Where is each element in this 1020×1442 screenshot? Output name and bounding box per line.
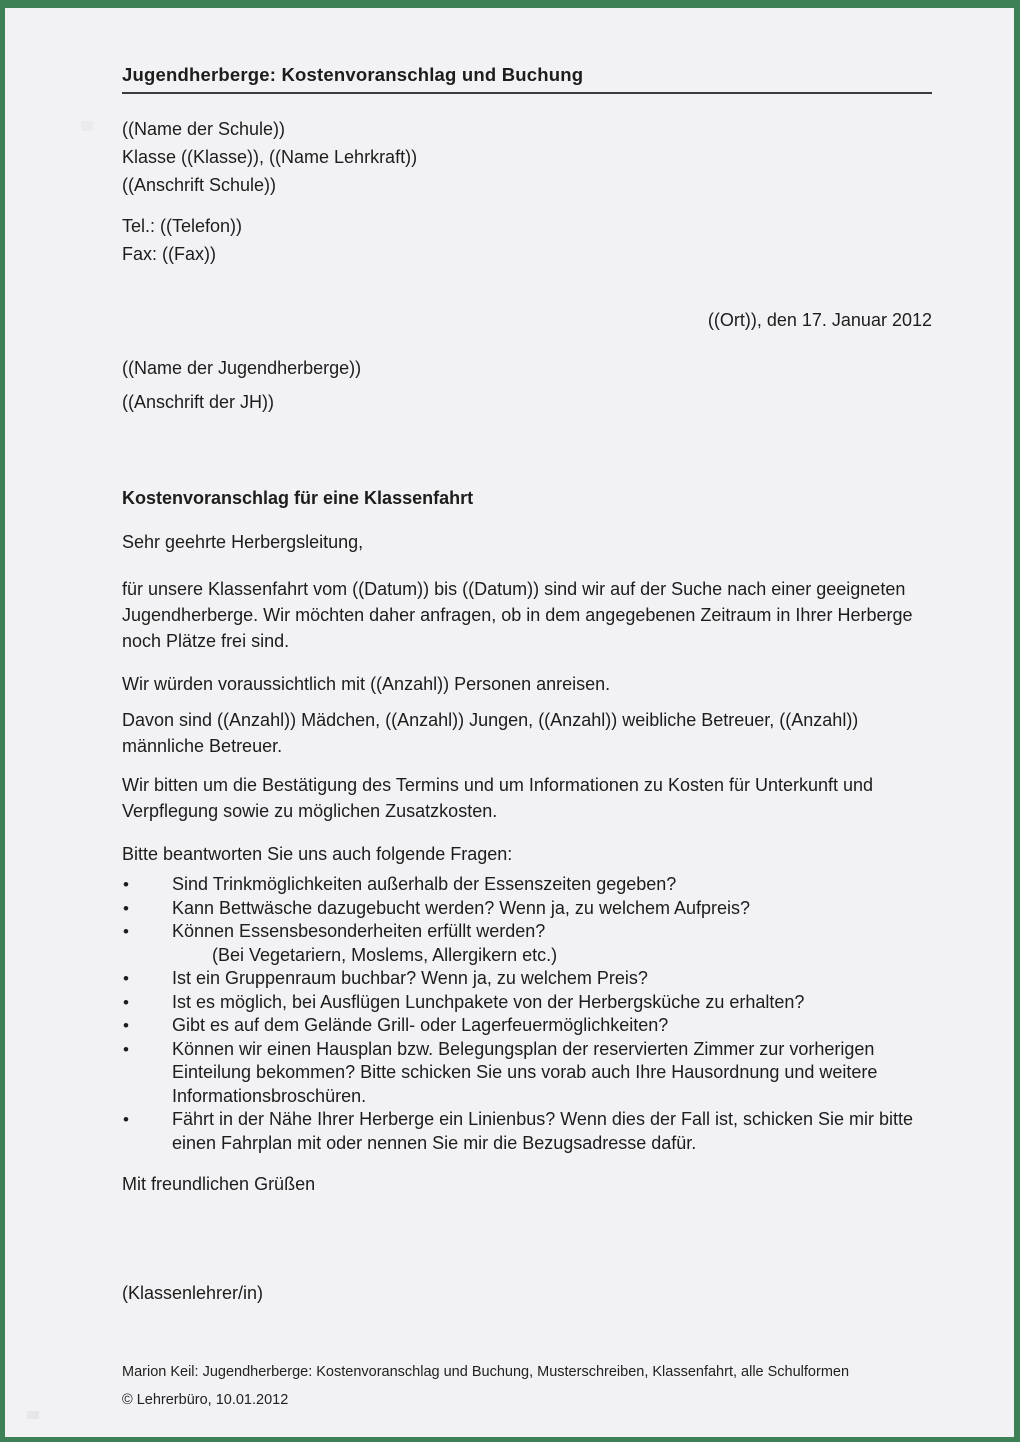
bullet-text: Fährt in der Nähe Ihrer Herberge ein Linienbus? Wenn dies der Fall ist, schicken Sie mir bitte einen Fahrplan mit oder nennen Sie mir die Bezugsadresse dafür. <box>172 1109 914 1153</box>
paragraph-person-count: Wir würden voraussichtlich mit ((Anzahl)) Personen anreisen. <box>122 674 611 694</box>
bullet-text: Ist ein Gruppenraum buchbar? Wenn ja, zu welchem Preis? <box>172 968 648 988</box>
bullet-dot-icon: • <box>123 922 129 941</box>
contact-line-fax: Fax: ((Fax)) <box>122 244 216 264</box>
scan-artifact <box>27 1411 39 1419</box>
contact-block <box>122 212 932 268</box>
bullet-text: Kann Bettwäsche dazugebucht werden? Wenn ja, zu welchem Aufpreis? <box>172 897 751 918</box>
letter-body <box>122 8 932 1306</box>
paragraph-trip-request: für unsere Klassenfahrt vom ((Datum)) bis ((Datum)) sind wir auf der Suche nach einer geeigneten Jugendherberge. Wir möchten daher anfragen, ob in dem angegebenen Zeitraum in Ihrer Herberge noch Plätze frei sind. <box>122 579 913 651</box>
bullet-item-food-requirements <box>122 920 932 967</box>
closing-line: Mit freundlichen Grüßen <box>122 1174 316 1194</box>
date-line: ((Ort)), den 17. Januar 2012 <box>707 310 932 330</box>
bullet-dot-icon: • <box>123 1016 129 1035</box>
bullet-item-grill-campfire <box>122 1014 932 1038</box>
sender-line-school-name: ((Name der Schule)) <box>122 119 286 139</box>
sender-block <box>122 115 932 199</box>
bullet-item-lunch-packets <box>122 991 932 1015</box>
scan-artifact <box>81 121 93 131</box>
recipient-address: ((Anschrift der JH)) <box>122 392 275 412</box>
bullet-dot-icon: • <box>123 969 129 988</box>
bullet-note: (Bei Vegetariern, Moslems, Allergikern etc.) <box>212 944 558 965</box>
bullet-text: Können wir einen Hausplan bzw. Belegungsplan der reservierten Zimmer zur vorherigen Einteilung bekommen? Bitte schicken Sie uns vorab auch Ihre Hausordnung und weitere Informationsbroschüren. <box>172 1038 878 1106</box>
paragraph-confirmation-request: Wir bitten um die Bestätigung des Termins und um Informationen zu Kosten für Unterkunft und Verpflegung sowie zu möglichen Zusatzkosten. <box>122 775 874 821</box>
bullet-text: Ist es möglich, bei Ausflügen Lunchpakete von der Herbergsküche zu erhalten? <box>172 991 805 1012</box>
recipient-name: ((Name der Jugendherberge)) <box>122 358 362 378</box>
bullet-item-bus-schedule <box>122 1108 932 1155</box>
bullet-dot-icon: • <box>123 875 129 894</box>
page-footer <box>122 1358 952 1414</box>
sender-line-school-address: ((Anschrift Schule)) <box>122 175 277 195</box>
bullet-text: Können Essensbesonderheiten erfüllt werden? <box>172 921 546 941</box>
signature-line: (Klassenlehrer/in) <box>122 1283 264 1303</box>
bullet-text: Sind Trinkmöglichkeiten außerhalb der Essenszeiten gegeben? <box>172 874 677 894</box>
footer-credit-line: Marion Keil: Jugendherberge: Kostenvoranschlag und Buchung, Musterschreiben, Klassenfahrt, alle Schulformen <box>122 1364 850 1380</box>
subject-line: Kostenvoranschlag für eine Klassenfahrt <box>122 488 474 508</box>
paragraph-questions-intro: Bitte beantworten Sie uns auch folgende Fragen: <box>122 844 513 864</box>
salutation: Sehr geehrte Herbergsleitung, <box>122 532 364 552</box>
bullet-dot-icon: • <box>123 898 129 918</box>
bullet-dot-icon: • <box>123 1039 129 1059</box>
bullet-dot-icon: • <box>123 992 129 1012</box>
bullet-text: Gibt es auf dem Gelände Grill- oder Lagerfeuermöglichkeiten? <box>172 1015 669 1035</box>
bullet-item-drinks <box>122 873 932 897</box>
bullet-dot-icon: • <box>123 1110 129 1129</box>
question-bullet-list <box>122 873 932 1155</box>
footer-copyright-line: © Lehrerbüro, 10.01.2012 <box>122 1392 289 1408</box>
bullet-item-bedding <box>122 897 932 921</box>
sender-line-class-teacher: Klasse ((Klasse)), ((Name Lehrkraft)) <box>122 147 418 167</box>
bullet-item-house-plan <box>122 1038 932 1109</box>
bullet-item-group-room <box>122 967 932 991</box>
letter-title: Jugendherberge: Kostenvoranschlag und Buchung <box>122 64 932 94</box>
paragraph-group-composition: Davon sind ((Anzahl)) Mädchen, ((Anzahl)) Jungen, ((Anzahl)) weibliche Betreuer, ((Anzahl)) männliche Betreuer. <box>122 710 859 756</box>
contact-line-phone: Tel.: ((Telefon)) <box>122 216 243 236</box>
